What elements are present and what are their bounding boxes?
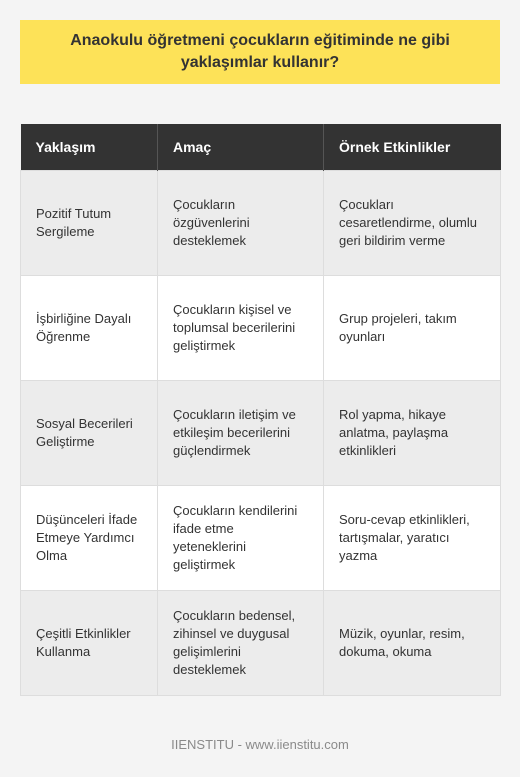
header-approach: Yaklaşım — [21, 124, 158, 171]
table-row — [21, 591, 501, 696]
cell-examples: Müzik, oyunlar, resim, dokuma, okuma — [324, 591, 501, 696]
cell-approach: İşbirliğine Dayalı Öğrenme — [21, 276, 158, 381]
cell-approach: Pozitif Tutum Sergileme — [21, 171, 158, 276]
page-title: Anaokulu öğretmeni çocukların eğitiminde ne gibi yaklaşımlar kullanır? — [70, 32, 450, 71]
cell-examples: Rol yapma, hikaye anlatma, paylaşma etkinlikleri — [324, 381, 501, 486]
table-row — [21, 171, 501, 276]
title-banner — [20, 20, 500, 84]
cell-approach: Çeşitli Etkinlikler Kullanma — [21, 591, 158, 696]
cell-purpose: Çocukların iletişim ve etkileşim becerilerini güçlendirmek — [158, 381, 324, 486]
cell-examples: Grup projeleri, takım oyunları — [324, 276, 501, 381]
header-examples: Örnek Etkinlikler — [324, 124, 501, 171]
cell-purpose: Çocukların kendilerini ifade etme yeteneklerini geliştirmek — [158, 486, 324, 591]
cell-approach: Sosyal Becerileri Geliştirme — [21, 381, 158, 486]
table-row — [21, 486, 501, 591]
cell-examples: Soru-cevap etkinlikleri, tartışmalar, yaratıcı yazma — [324, 486, 501, 591]
table-header-row — [21, 124, 501, 171]
approaches-table — [20, 124, 501, 696]
cell-purpose: Çocukların kişisel ve toplumsal becerilerini geliştirmek — [158, 276, 324, 381]
footer-credit: IIENSTITU - www.iienstitu.com — [171, 737, 349, 752]
table-row — [21, 276, 501, 381]
header-purpose: Amaç — [158, 124, 324, 171]
cell-purpose: Çocukların bedensel, zihinsel ve duygusal gelişimlerini desteklemek — [158, 591, 324, 696]
cell-examples: Çocukları cesaretlendirme, olumlu geri bildirim verme — [324, 171, 501, 276]
cell-purpose: Çocukların özgüvenlerini desteklemek — [158, 171, 324, 276]
table-row — [21, 381, 501, 486]
cell-approach: Düşünceleri İfade Etmeye Yardımcı Olma — [21, 486, 158, 591]
